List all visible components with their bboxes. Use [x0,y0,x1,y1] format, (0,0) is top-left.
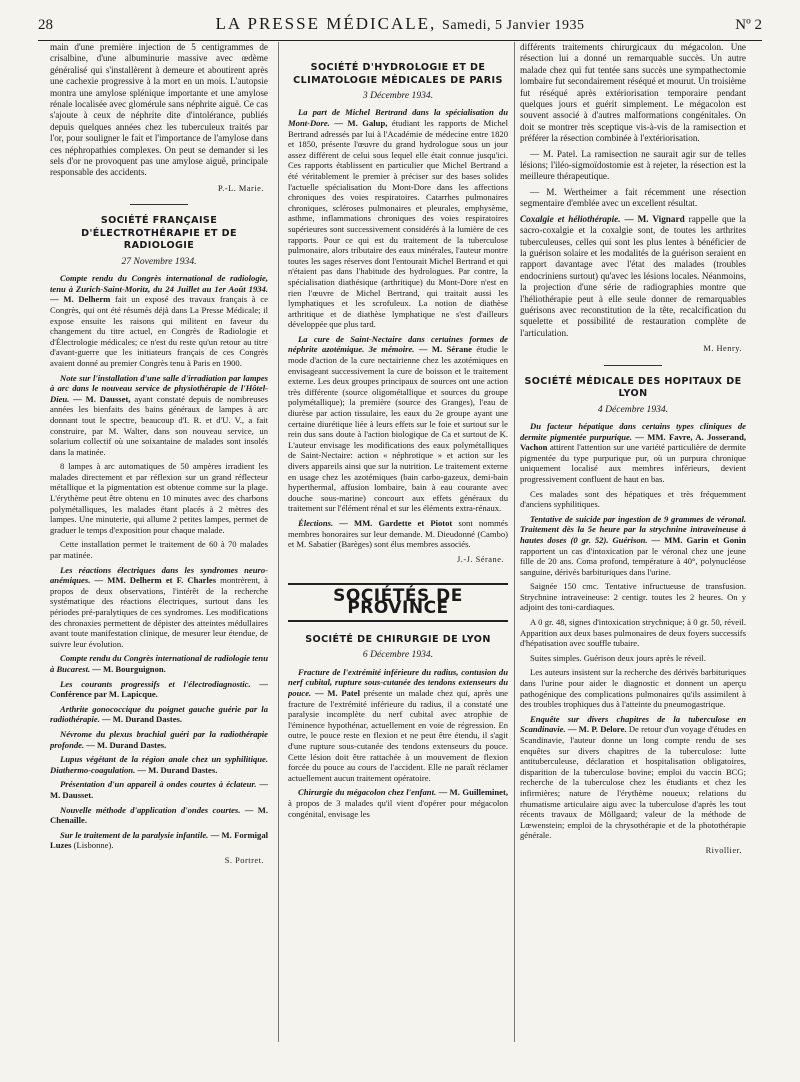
article [288,107,508,329]
article-author: — M. Dausset. [50,779,268,800]
article-title: Névrome du plexus brachial guéri par la radiothérapie profonde. [50,728,268,750]
journal-name: LA PRESSE MÉDICALE, [215,14,437,33]
article-author: — M. Sérane [414,344,472,355]
article-author: — M. Galup, [329,118,388,128]
article-title: Enquête sur divers chapitres de la tuberculose en Scandinavie. [520,713,746,735]
society-heading: SOCIÉTÉ FRANÇAISE D'ÉLECTROTHÉRAPIE ET DE RADIOLOGIE [81,215,237,252]
section-banner: SOCIÉTÉS DE PROVINCE [288,583,508,622]
article-author: — M. P. Delore. [565,724,627,735]
paragraph: — M. Patel. La ramisection ne saurait agir sur de telles lésions; l'iléo-sigmoïdostomie est à rejeter, la résection est la meilleure thérapeutique. [520,148,746,182]
article-title: Les courants progressifs et l'électrodiagnostic. [60,678,251,689]
article [50,805,268,826]
article [50,679,268,700]
article-author: — M. Bourguignon. [90,663,166,674]
article [50,653,268,674]
article-body: à propos de 3 malades qu'il vient d'opérer pour mégacolon congénital, envisage les [288,798,508,819]
article [520,214,746,339]
article-body: Ces malades sont des hépatiques et très fréquemment d'anciens syphilitiques. [520,488,746,510]
article-title: Arthrite gonococcique du poignet gauche guérie par la radiothérapie. [50,703,268,725]
article-author: — M. Delherm [50,294,111,305]
page-number: 28 [38,17,53,33]
society-heading: SOCIÉTÉ D'HYDROLOGIE ET DE CLIMATOLOGIE MÉDICALES DE PARIS [293,62,503,86]
signature: J.-J. Sérane. [457,554,504,564]
separator [604,365,662,366]
article-body: Saignée 150 cmc. Tentative infructueuse de transfusion. Strychnine intraveineuse: 2 centigr. toutes les 2 heures. On y adjoint des toni-cardiaques. [520,581,746,613]
article [520,581,746,613]
article-author: — MM. Delherm et F. Charles [90,575,217,586]
running-header [38,14,762,41]
article-author: — M. Durand Dastes. [99,714,183,725]
session-date: 4 Décembre 1934. [597,403,669,415]
signature: P.-L. Marie. [217,183,264,193]
article-body: rappelle que la sacro-coxalgie et la coxalgie sont, de toutes les arthrites tuberculeuses, celles qui sont les plus lentes à bénéficier de la guérison solaire et les modalités de la guérison seraient en rapport davantage avec l'état des malades (troubles endocriniens surtout) qu'avec les lésions locales. Néanmoins, la projection d'une série de radiographies montre que l'héliothérapie peut à elle seule donner de remarquables guérisons avec reconstitution de la tête, recalcification du squelette et possibilité de restauration complète de l'articulation. [520,213,746,338]
journal-title [98,14,702,34]
article [520,667,746,709]
column-rule [514,42,515,1042]
article-author: — M. Vignard [620,213,685,224]
session-date: 6 Décembre 1934. [362,649,434,661]
article-list [288,107,508,549]
article-body: 8 lampes à arc automatiques de 50 ampères irradient les malades directement et par réflexion sur un grand réflecteur métallique et la pigmentation est obtenue comme sur la plage. L'érythème peut être obtenu en 10 minutes avec des charbons polymétalliques, les malades étant placés à 2 mètres des lampes. Une minuterie, qui allume 2 petites lampes, permet de graduer le temps d'exposition pour chaque malade. [50,461,268,535]
article [50,830,268,851]
signature: M. Henry. [703,344,742,354]
issue-date: Samedi, 5 Janvier 1935 [442,18,585,33]
article [520,489,746,510]
article-body: fait un exposé des travaux français à ce Congrès, qui ont été résumés déjà dans La Presse Médicale; il expose ensuite les raisons qui militent en faveur du changement du titre actuel, en Congrès de Radiologie et d'Électrologie médicales; ce n'est du reste qu'un retour au titre d'avant-guerre que les initiateurs français de ces Congrès avaient donné au premier Congrès tenu à Paris en 1900. [50,294,268,368]
paragraph: — M. Wertheimer a fait récemment une résection segmentaire d'emblée avec un excellent résultat. [520,186,746,209]
article-title: Présentation d'un appareil à ondes courtes à éclateur. [60,779,257,790]
article-body: attirent l'attention sur une variété particulière de dermite pigmentée du type purpurique pur, où un purpura chronique uniquement localisé aux membres inférieurs, devient progressivement confluent de haut en bas. [520,442,746,484]
signature: Rivollier. [705,845,742,855]
article [520,714,746,841]
intro-paragraph: main d'une première injection de 5 centigrammes de crisalbine, d'une albuminurie massive avec œdème généralisé qui s'installèrent à demeure et aboutirent après une cachexie progressive à la mort en un mois. L'autopsie montra une amylose splénique importante et une amylose rénale localisée avec glomérule sans néphrite aiguë. Ce cas s'ajoute à ceux de néphrite dite d'intolérance, publiés depuis quelques années chez les tuberculeux traités par l'or, pour souligner le fait et l'importance de l'amylose dans ces néphropathies complexes. On peut se demander si les sels d'or ne provoquent pas une amylose aiguë, principale responsable des accidents. [50,42,268,178]
article-author: — MM. Gardette et Piotot [333,517,453,528]
article-title: Compte rendu du Congrès international de radiologie tenu à Bucarest. [50,653,268,674]
article [288,334,508,514]
separator [130,204,188,205]
article [520,514,746,578]
article-body: rapportent un cas d'intoxication par le véronal chez une jeune fille de 20 ans. Coma profond, température à 40°, polynucléose sanguine, dérivés barbituriques dans l'urine. [520,545,746,577]
article [50,461,268,535]
article [288,787,508,819]
article-author: — M. Formigal Luzes [50,829,268,851]
article [288,518,508,550]
article-list [288,667,508,819]
article [50,273,268,368]
article-list [520,421,746,841]
article [50,779,268,800]
continued-paragraph: différents traitements chirurgicaux du mégacolon. Une résection lui a donné un remarquable succès. Un autre malade chez qui fut tentée sans succès une sympathectomie lombaire fut secondairement réséqué et mourut. Un troisième fut réséqué après extériorisation temporaire pendant quelques jours et guérit simplement. Le mégacolon est souvent associé à d'autres malformations congénitales. On doit se montrer très sceptique vis-à-vis de la ramisection et préférer la résection combinée à l'extériorisation. [520,42,746,144]
article-list [50,273,268,851]
column-3 [520,42,746,1074]
article-title: Fracture de l'extrémité inférieure du radius, contusion du nerf cubital, rupture sous-cutanée des tendons extenseurs du pouce. [288,666,508,699]
article-body: étudiant les rapports de Michel Bertrand adressés par lui à l'Académie de médecine entre 1820 et 1850, présente l'œuvre du grand hydrologue sous un jour assez différent de celui sous lequel elle était connue jusqu'ici. Ces rapports établissent en particulier que Michel Bertrand a été véritablement le premier à préciser sur des bases solides l'actuelle spécialisation du Mont-Dore dans les affections chroniques des voies respiratoires. Catarrhes pulmonaires chroniques, scléroses pulmonaires et pleurales, emphysème, asthme, inflammations chroniques des voies respiratoires supérieures sont successivement considérés à la lumière de ces rapports. Pour ce qui est du traitement de la tuberculose pulmonaire, alors tributaire des eaux minérales, l'auteur montre toutes les sages réserves dont l'entourait Michel Bertrand et qui n'étaient pas dans l'habitude des hydrologues. Par contre, la spécialisation diathésique (arthritique) du Mont-Dore n'est en rien l'œuvre de Michel Bertrand, qui traitait aussi les lymphatiques et les scrofuleux. La notion de diathèse arthritique et de diathèse lymphatique ne s'est d'ailleurs développée que plus tard. [288,118,508,330]
article-title: Nouvelle méthode d'application d'ondes courtes. [60,804,241,815]
article [50,373,268,458]
article-author: — MM. Garin et Gonin [647,534,746,545]
article-title: Tentative de suicide par ingestion de 9 grammes de véronal. Traitement dès la 5e heure par la strychnine intraveineuse à hautes doses (0 gr. 52). Guérison. [520,513,746,545]
issue-number: Nº 2 [735,17,762,33]
article-body: Les auteurs insistent sur la recherche des dérivés barbituriques dans l'urine pour aider le diagnostic et donnent un aperçu pathogénique des complications pulmonaires qu'ils assimilent à des troubles trophiques dus à l'atteinte du pneumogastrique. [520,667,746,710]
column-2 [288,42,508,1074]
article-author: — M. Dausset, [69,393,131,404]
article-body: Cette installation permet le traitement de 60 à 70 malades par matinée. [50,539,268,561]
article-author: — M. Durand Dastes. [135,764,218,775]
society-heading: SOCIÉTÉ DE CHIRURGIE DE LYON [305,633,491,645]
article-author: — M. Patel [311,688,360,699]
session-date: 3 Décembre 1934. [362,90,434,101]
article [288,667,508,784]
signature: S. Portret. [224,855,264,865]
article-title: La part de Michel Bertrand dans la spécialisation du Mont-Dore. [288,107,508,128]
article-body: étudie le mode d'action de la cure nectairienne chez les azotémiques en envisageant successivement la cure de boisson et le traitement externe. Les deux groupes principaux de sources ont une action très différente (source oligométallique et sources du groupe polymétallique); la première (source des Granges), l'eau de diurèse par action tissulaire, les eaux du 2e groupe ayant une certaine diurétique liée à leurs effets sur le foie et surtout sur le rein dus sans doute à l'action biologique de Ca et surtout de K. L'auteur envisage les modifications des eaux polymétalliques de Saint-Nectaire: action « néphrotique » et action sur les divers appareils ainsi que sur la nutrition. Le traitement externe en usage chez les azotémiques (bain carbo-gazeux, demi-bain hyperthermal, affusion lombaire, bain à eau courante avec douche sous-marine) concourt aux effets généraux du traitement sur l'élément rénal et sur les éléments extra-rénaux. [288,344,508,514]
article-title: Sur le traitement de la paralysie infantile. [60,829,209,840]
article-author: — M. Durand Dastes. [84,739,167,750]
column-1 [50,42,268,1074]
article [50,565,268,650]
article-author: — M. Chenaille. [50,804,268,826]
article-body: A 0 gr. 48, signes d'intoxication strychnique; à 0 gr. 50, réveil. Apparition aux deux bases pulmonaires de deux foyers successifs d'hépatisation avec souffle tubaire. [520,617,746,649]
article-body: présente un malade chez qui, après une fracture de l'extrémité inférieure du radius, il a constaté une paralysie incomplète du nerf cubital avec atrophie de l'éminence hypothénar, actuellement en voie de régression. En outre, le pouce reste en flexion et ne peut être étendu, il s'agit d'une rupture sous-cutanée des tendons extenseurs du pouce. Cette lésion doit être rattachée à un mouvement de flexion forcée du pouce au cours de l'accident. Elle ne paraît réclamer actuellement aucun traitement opératoire. [288,688,508,783]
article-body: sont nommés membres honoraires sur leur demande. M. Dieudonné (Cambo) et M. Sabatier (Barèges) sont élus membres associés. [288,517,508,550]
article-author: — Conférence par M. Lapicque. [50,678,268,700]
article-author: — M. Guilleminet, [436,787,508,798]
article-title: Du facteur hépatique dans certains types cliniques de dermite pigmentée purpurique. [520,420,746,442]
article-title: Coxalgie et héliothérapie. [520,213,621,224]
article-title: Les réactions électriques dans les syndromes neuro-anémiques. [50,564,268,586]
article-title: Lupus végétant de la région anale chez un syphilitique. Diathermo-coagulation. [50,754,268,775]
session-date: 27 Novembre 1934. [121,255,197,267]
article [50,704,268,725]
article-title: Élections. [298,517,334,528]
society-heading: SOCIÉTÉ MÉDICALE DES HOPITAUX DE LYON [524,375,742,400]
article-body: montrèrent, à propos de deux observations, l'intérêt de la recherche systématique des réactions électriques, surtout dans les périodes pré-paralytiques de ces syndromes. Les modifications des chronaxies permettent de dépister des atteintes médullaires avant toute manifestation clinique, de mesurer leur étendue, de suivre leur évolution. [50,575,268,649]
article [520,653,746,664]
article [520,617,746,649]
article-title: Note sur l'installation d'une salle d'irradiation par lampes à arc dans le nouveau service de physiothérapie de l'Hôtel-Dieu. [50,372,268,404]
article-body: (Lisbonne). [71,840,114,851]
article-body: ayant constaté depuis de nombreuses années les bienfaits des bains généraux de lampes à arc donnant tout le spectre, beaucoup d'I. R. et d'U. V., a fait construire, par M. Walter, dans son nouveau service, un solarium collectif où une soixantaine de malades sont insolés dans la matinée. [50,393,268,457]
article [50,754,268,775]
article-body: De retour d'un voyage d'études en Scandinavie, l'auteur donne un long compte rendu de ses enquêtes sur divers chapitres de la tuberculose: lutte antituberculeuse, déclaration et hospitalisation obligatoires, disparition de la tuberculose bovine; emploi du vaccin BCG; recherche de la tuberculose chez les étudiants et chez les infirmières; nature de l'érythème noueux; relations du rhumatisme articulaire aigu avec la tuberculose d'après les tout récents travaux de Möllgaard; valeur de la méthode de Lœwenstein; emploi de la chrysothérapie et de la photothérapie générale. [520,724,746,841]
article-title: Chirurgie du mégacolon chez l'enfant. [298,787,437,798]
article-author: — MM. Favre, A. Josserand, Vachon [520,431,746,453]
article [520,421,746,485]
article-body: Suites simples. Guérison deux jours après le réveil. [530,652,706,663]
article-title: La cure de Saint-Nectaire dans certaines formes de néphrite azotémique. 3e mémoire. [288,333,508,355]
article [50,729,268,750]
article-title: Compte rendu du Congrès international de radiologie, tenu à Zurich-Saint-Moritz, du 24 Juillet au 1er Août 1934. [50,273,268,294]
column-rule [278,42,279,1042]
article [50,539,268,560]
